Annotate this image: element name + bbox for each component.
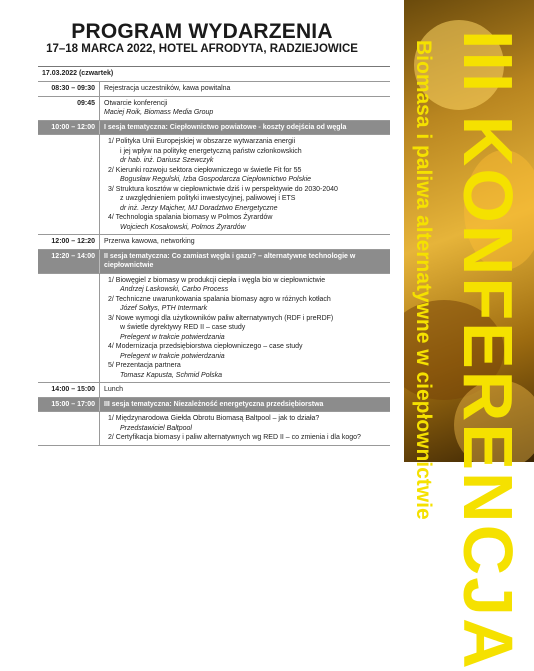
row-content: [100, 135, 390, 234]
row-time: 12:00 – 12:20: [38, 235, 100, 249]
row-speaker: Maciej Roik, Biomass Media Group: [104, 109, 214, 116]
row-content: [100, 398, 390, 412]
row-title: III sesja tematyczna: Niezależność energetyczna przedsiębiorstwa: [104, 400, 324, 408]
agenda-item: [104, 361, 386, 380]
agenda-item-title: 2/ Kierunki rozwoju sektora ciepłowniczego w świetle Fit for 55: [108, 166, 302, 174]
agenda-item: [104, 414, 386, 433]
agenda-item: [104, 166, 386, 185]
agenda-item-speaker: Józef Sołtys, PTH Intermark: [120, 305, 208, 312]
agenda-item-speaker: Wojciech Kosakowski, Polmos Żyrardów: [120, 223, 246, 231]
agenda-item-title: 2/ Certyfikacja biomasy i paliw alternatywnych wg RED II – co zmienia i dla kogo?: [108, 434, 361, 441]
row-time: 09:45: [38, 97, 100, 120]
agenda-item-title: 4/ Technologia spalania biomasy w Polmos Żyrardów: [108, 214, 273, 221]
agenda-item-speaker: dr inż. Jerzy Majcher, MJ Doradztwo Energetyczne: [120, 204, 278, 212]
agenda-item-title: 1/ Międzynarodowa Giełda Obrotu Biomasą Baltpool – jak to działa?: [108, 415, 320, 422]
banner-subtitle-text: Biomasa i paliwa alternatywne w ciepłownictwie: [412, 40, 435, 520]
page-title: PROGRAM WYDARZENIA: [71, 20, 333, 43]
row-time: [38, 412, 100, 445]
agenda-item-speaker: Andrzej Laskowski, Carbo Process: [120, 286, 229, 293]
row-title: II sesja tematyczna: Co zamiast węgla i gazu? – alternatywne technologie w ciepłownictwie: [104, 252, 356, 269]
program-row: [38, 412, 390, 446]
row-content: [100, 412, 390, 445]
row-content: [100, 383, 390, 397]
agenda-item-speaker: Prelegent w trakcie potwierdzania: [120, 333, 225, 341]
event-date-location: 17–18 MARCA 2022, HOTEL AFRODYTA, RADZIEJOWICE: [46, 43, 358, 55]
agenda-item-title: 3/ Nowe wymogi dla użytkowników paliw alternatywnych (RDF i preRDF): [108, 314, 334, 322]
agenda-item-speaker: Prelegent w trakcie potwierdzania: [120, 352, 225, 360]
agenda-item-title: w świetle dyrektywy RED II – case study: [120, 324, 246, 331]
row-time: 08:30 – 09:30: [38, 82, 100, 96]
row-content: [100, 121, 390, 135]
row-title: Rejestracja uczestników, kawa powitalna: [104, 85, 231, 92]
agenda-item-title: 1/ Biowęgiel z biomasy w produkcji ciepła i węgla bio w ciepłownictwie: [108, 276, 326, 284]
agenda-item: [104, 295, 386, 314]
agenda-item-title: 2/ Techniczne uwarunkowania spalania biomasy agro w różnych kotłach: [108, 295, 331, 303]
row-content: [100, 235, 390, 249]
row-time: [38, 135, 100, 234]
row-time: 12:20 – 14:00: [38, 250, 100, 273]
row-title: I sesja tematyczna: Ciepłownictwo powiatowe - koszty odejścia od węgla: [104, 123, 347, 131]
row-time: [38, 274, 100, 383]
program-table: [38, 66, 390, 446]
row-content: [100, 274, 390, 383]
row-title: Przerwa kawowa, networking: [104, 238, 195, 245]
agenda-item: [104, 314, 386, 343]
agenda-item: [104, 276, 386, 295]
row-title: Otwarcie konferencji: [104, 99, 168, 107]
program-rows: [38, 82, 390, 446]
row-time: 14:00 – 15:00: [38, 383, 100, 397]
agenda-item-title: 1/ Polityka Unii Europejskiej w obszarze wytwarzania energii: [108, 138, 296, 145]
agenda-item-speaker: Bogusław Regulski, Izba Gospodarcza Ciepłownictwo Polskie: [120, 176, 312, 183]
program-row: [38, 235, 390, 250]
agenda-item-speaker: Tomasz Kapusta, Schmid Polska: [120, 371, 223, 379]
agenda-item: [104, 213, 386, 232]
program-row: [38, 82, 390, 97]
session-row: [38, 121, 390, 136]
row-time: 15:00 – 17:00: [38, 398, 100, 412]
session-row: [38, 398, 390, 413]
row-content: [100, 250, 390, 273]
agenda-item: [104, 185, 386, 214]
program-row: [38, 97, 390, 121]
row-title: Lunch: [104, 386, 124, 393]
agenda-item-speaker: Przedstawiciel Baltpool: [120, 424, 192, 432]
program-row: [38, 135, 390, 235]
row-time: 10:00 – 12:00: [38, 121, 100, 135]
agenda-item: [104, 342, 386, 361]
agenda-item-title: 3/ Struktura kosztów w ciepłownictwie dziś i w perspektywie do 2030-2040: [108, 185, 338, 193]
agenda-item-title: 5/ Prezentacja partnera: [108, 362, 181, 369]
agenda-item-title: 4/ Modernizacja przedsiębiorstwa ciepłowniczego – case study: [108, 343, 303, 350]
agenda-item-title: z uwzględnieniem polityki inwestycyjnej, paliwowej i ETS: [120, 195, 296, 202]
banner-big-text: III KONFERENCJA: [449, 30, 527, 671]
agenda-item-speaker: dr hab. inż. Dariusz Szewczyk: [120, 157, 214, 164]
row-content: [100, 97, 390, 120]
day-label: 17.03.2022 (czwartek): [38, 66, 390, 82]
agenda-item: [104, 137, 386, 166]
program-row: [38, 383, 390, 398]
agenda-item-title: i jej wpływ na politykę energetyczną państw członkowskich: [120, 147, 302, 155]
program-row: [38, 274, 390, 384]
session-row: [38, 250, 390, 274]
row-content: [100, 82, 390, 96]
agenda-item: [104, 433, 386, 443]
